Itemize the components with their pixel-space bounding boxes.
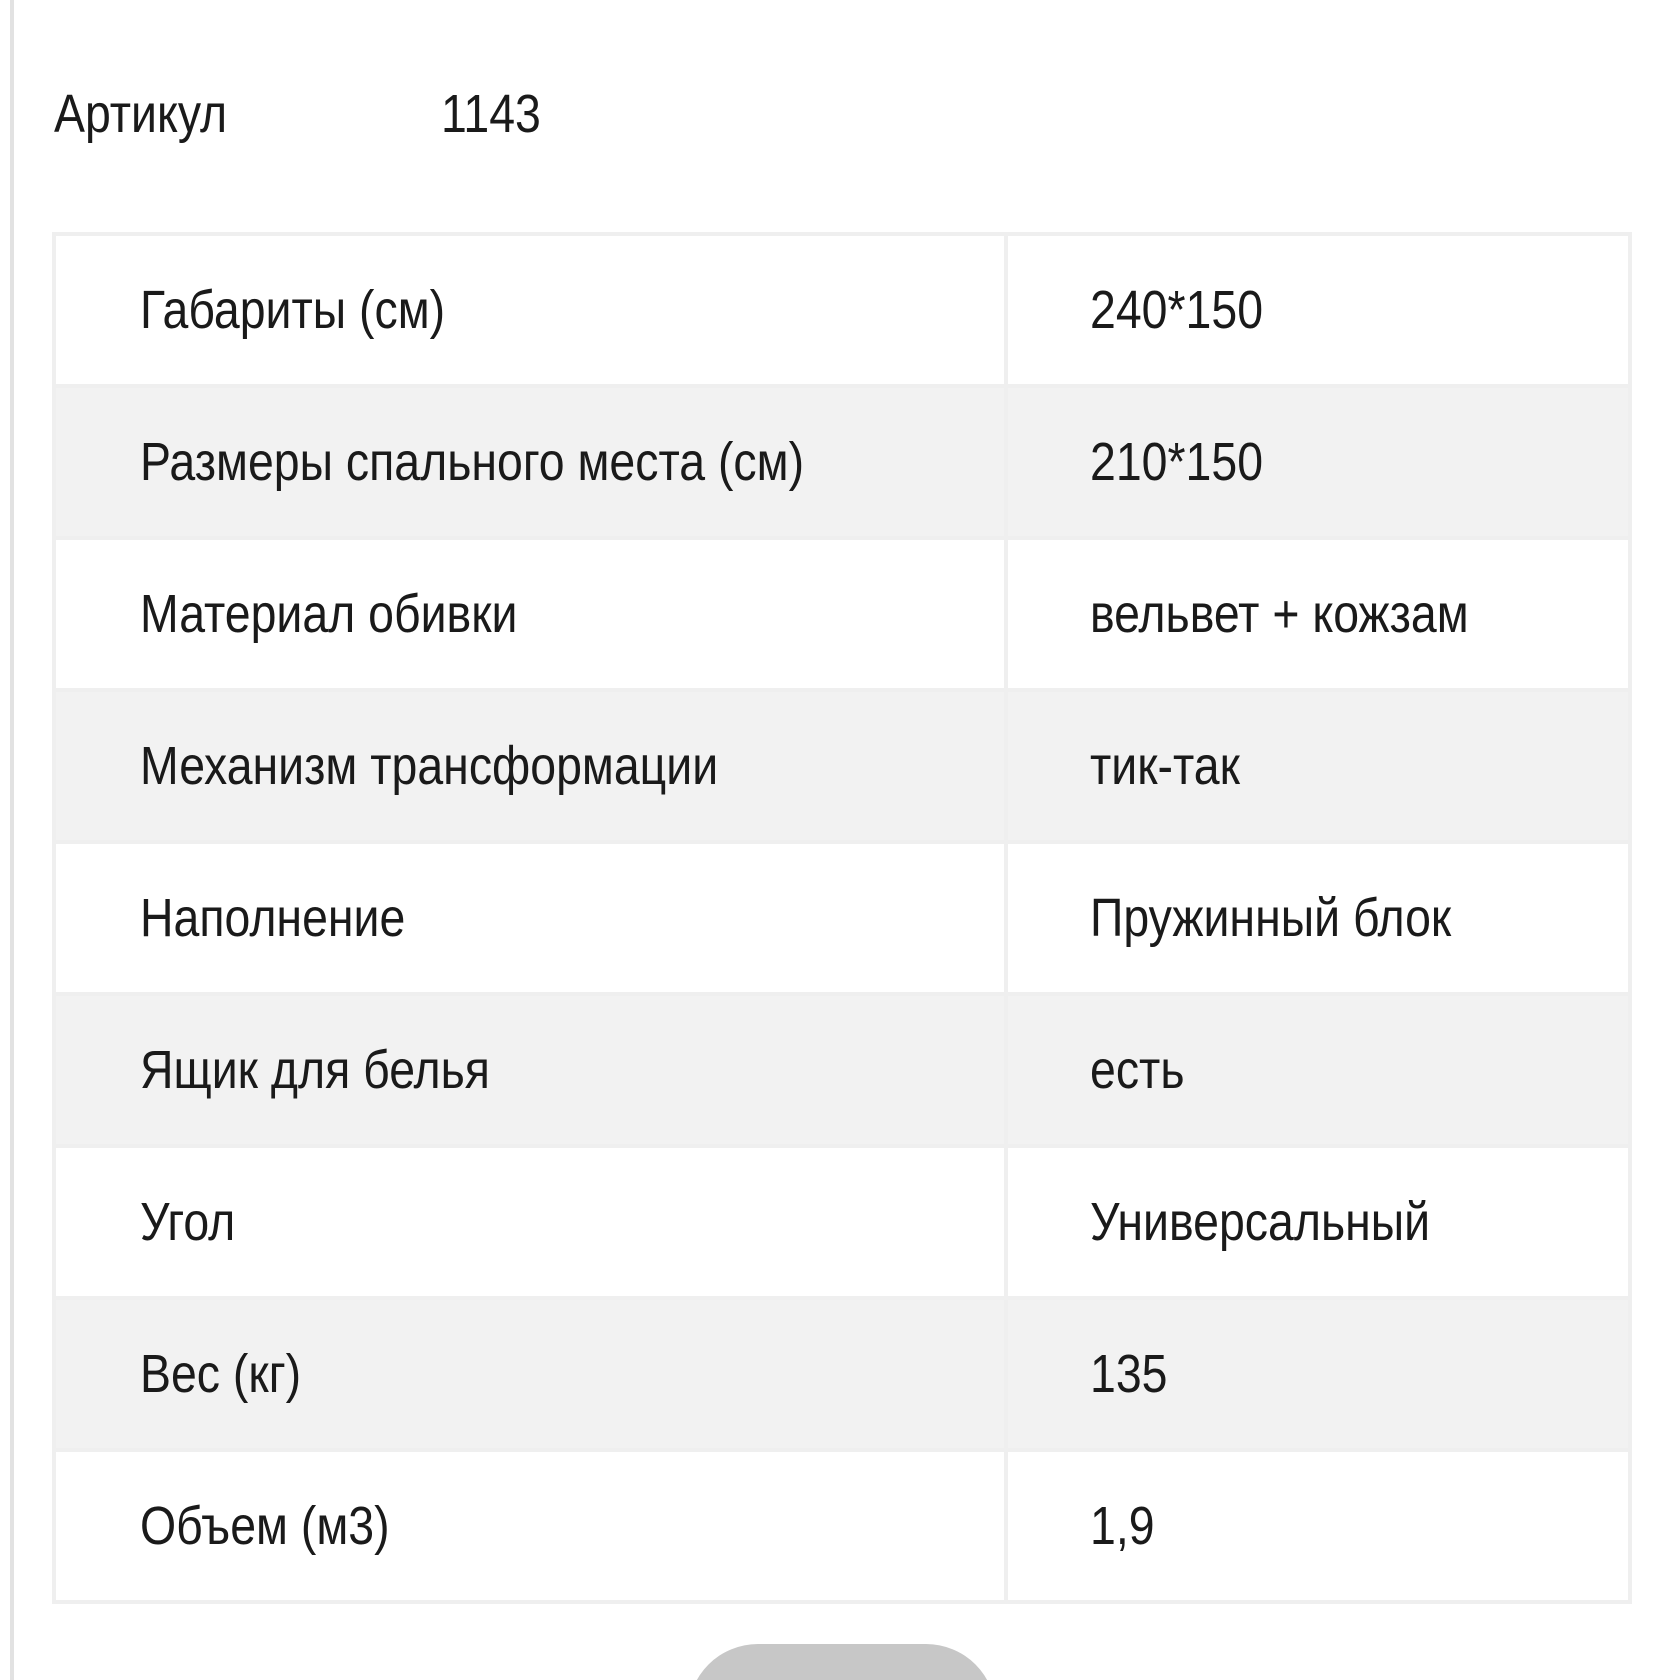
spec-row-filling bbox=[54, 842, 1630, 994]
spec-value: 240*150 bbox=[1006, 234, 1630, 386]
spec-value: есть bbox=[1006, 994, 1630, 1146]
spec-name: Ящик для белья bbox=[54, 994, 1006, 1146]
spec-name: Размеры спального места (см) bbox=[54, 386, 1006, 538]
spec-value: Пружинный блок bbox=[1006, 842, 1630, 994]
spec-row-sleeping-area bbox=[54, 386, 1630, 538]
article-label: Артикул bbox=[54, 84, 228, 144]
floating-pill-button[interactable] bbox=[688, 1644, 996, 1680]
spec-value: 210*150 bbox=[1006, 386, 1630, 538]
spec-row-storage-box bbox=[54, 994, 1630, 1146]
spec-value: вельвет + кожзам bbox=[1006, 538, 1630, 690]
spec-row-corner bbox=[54, 1146, 1630, 1298]
spec-name: Габариты (см) bbox=[54, 234, 1006, 386]
spec-value: тик-так bbox=[1006, 690, 1630, 842]
spec-name: Угол bbox=[54, 1146, 1006, 1298]
spec-value: Универсальный bbox=[1006, 1146, 1630, 1298]
spec-value: 135 bbox=[1006, 1298, 1630, 1450]
spec-name: Материал обивки bbox=[54, 538, 1006, 690]
spec-name: Объем (м3) bbox=[54, 1450, 1006, 1602]
spec-row-volume bbox=[54, 1450, 1630, 1602]
spec-value: 1,9 bbox=[1006, 1450, 1630, 1602]
spec-name: Механизм трансформации bbox=[54, 690, 1006, 842]
article-row bbox=[54, 78, 541, 150]
spec-name: Вес (кг) bbox=[54, 1298, 1006, 1450]
page-left-border bbox=[0, 0, 14, 1680]
specifications-table bbox=[52, 232, 1632, 1604]
spec-name: Наполнение bbox=[54, 842, 1006, 994]
spec-row-upholstery bbox=[54, 538, 1630, 690]
spec-row-dimensions bbox=[54, 234, 1630, 386]
spec-row-weight bbox=[54, 1298, 1630, 1450]
article-value: 1143 bbox=[441, 84, 541, 144]
spec-row-mechanism bbox=[54, 690, 1630, 842]
